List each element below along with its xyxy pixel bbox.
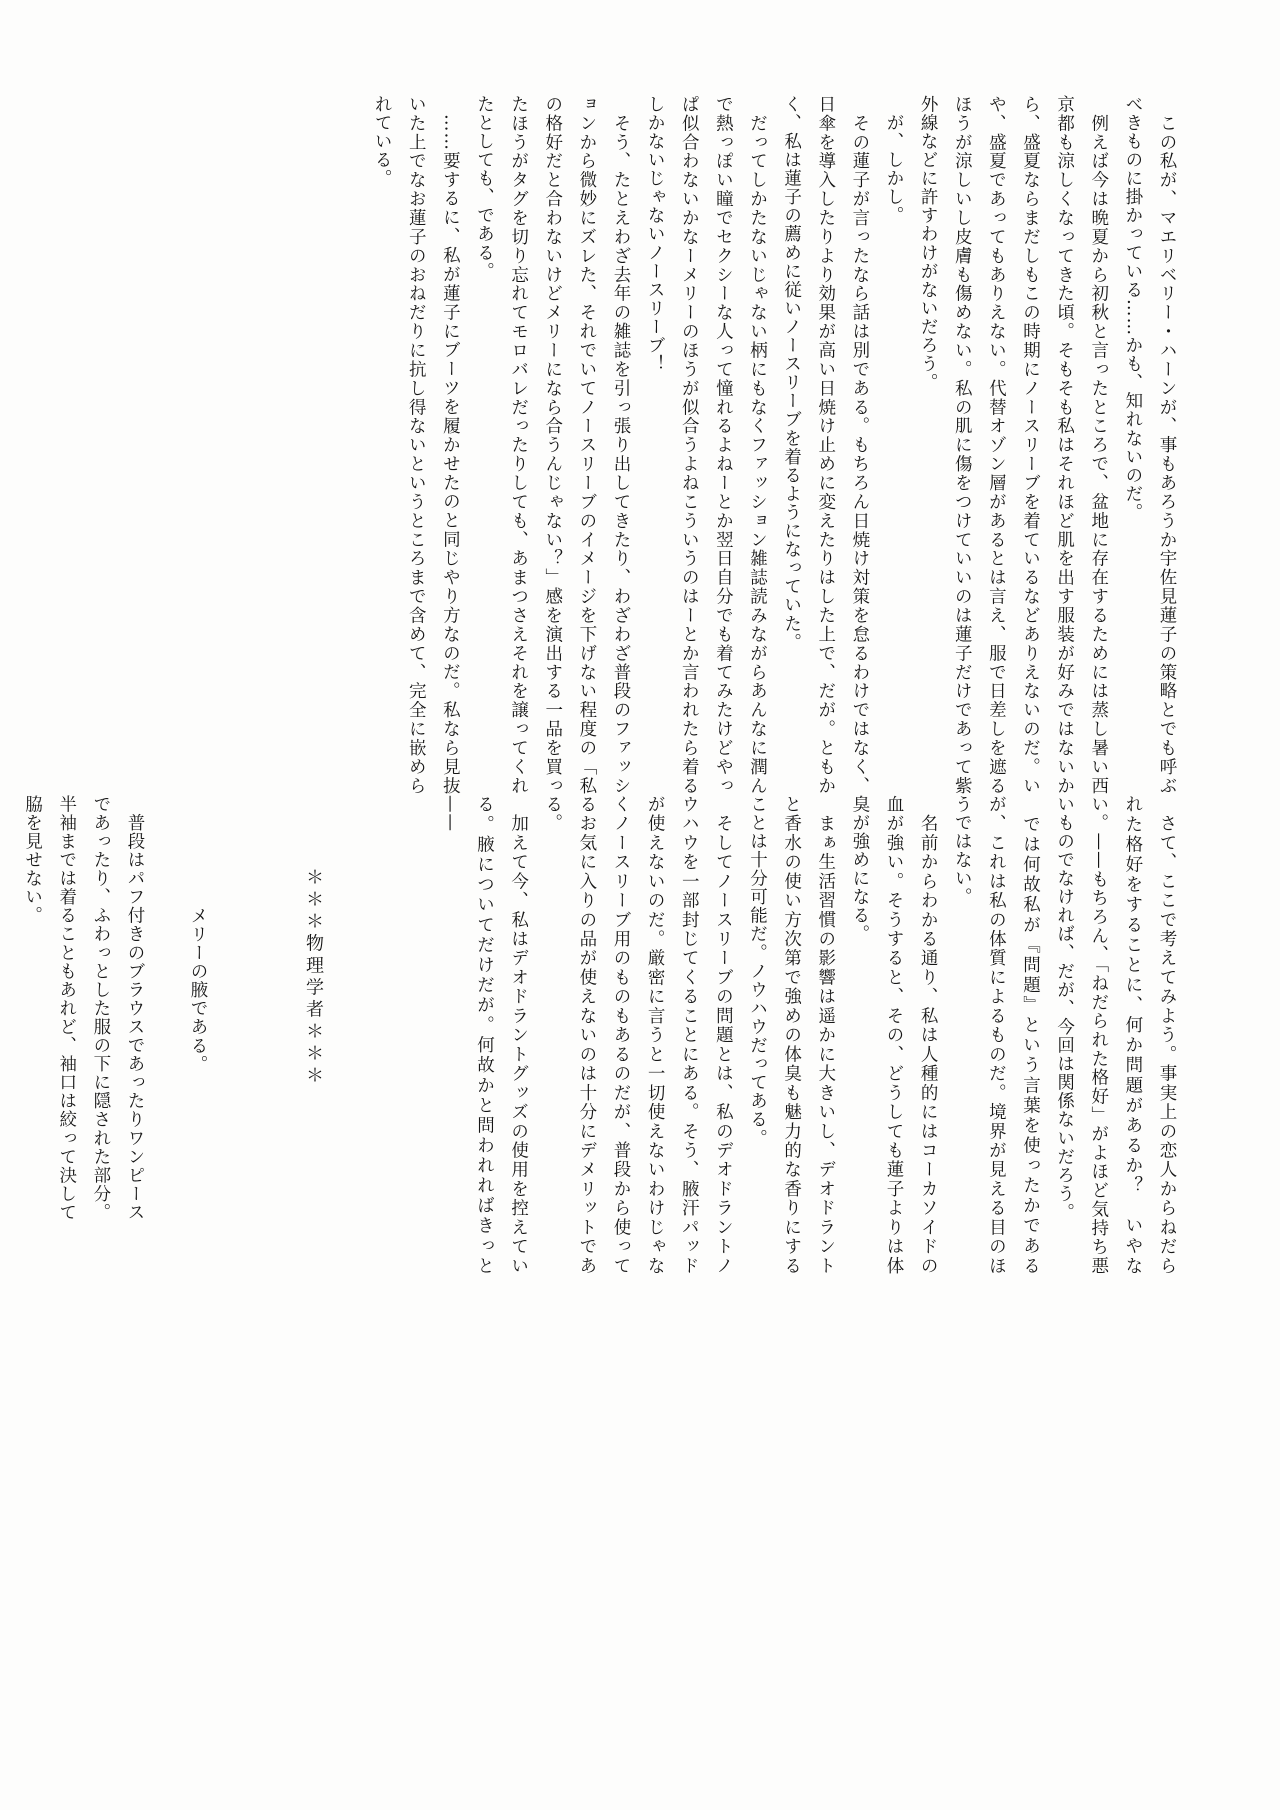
paragraph: メリーの腋である。 — [188, 888, 208, 1074]
paragraph: ……要するに、私が蓮子にブーツを履かせたのと同じやり方なのだ。私なら見抜いた上でなお蓮子のおねだりに抗し得ないというところまで含めて、完全に嵌められている。 — [372, 95, 461, 795]
body-text-tail — [181, 888, 215, 1288]
paragraph: では何故私が『問題』という言葉を使ったかであるが、これは私の体質によるものだ。境界が見える目のほうではない。 — [952, 795, 1041, 1275]
body-text-upper — [134, 95, 1184, 795]
paragraph: この私が、マエリベリー・ハーンが、事もあろうか宇佐見蓮子の策略とでも呼ぶべきものに掛かっている……かも、知れないのだ。 — [1122, 95, 1177, 795]
paragraph: さて、ここで考えてみよう。事実上の恋人からねだられた格好をすることに、何か問題があるか？ いやない。——もちろん、「ねだられた格好」がよほど気持ち悪いものでなければ、だが、今回は関係ないだろう。 — [1054, 795, 1177, 1275]
paragraph: 加えて今、私はデオドラントグッズの使用を控えている。腋についてだけだが。何故かと問われればきっと—— — [440, 795, 529, 1275]
paragraph: その蓮子が言ったなら話は別である。もちろん日焼け対策を怠るわけではなく、日傘を導入したりより効果が高い日焼け止めに変えたりはした上で、だが。ともかく、私は蓮子の薦めに従いノースリーブを着るようになっていた。 — [781, 95, 870, 795]
body-text-lower — [440, 795, 1184, 1275]
paragraph: 普段はパフ付きのブラウスであったりワンピースであったり、ふわっとした服の下に隠された部分。半袖までは着ることもあれど、袖口は絞って決して脇を見せない。 — [22, 795, 145, 1222]
section-heading: ＊＊＊物理学者＊＊＊ — [303, 868, 324, 1088]
paragraph: そしてノースリーブの問題とは、私のデオドラントノウハウを一部封じてくることにある。そう、腋汗パッドが使えないのだ。厳密に言うと一切使えないわけじゃなくノースリーブ用のものもあるのだが、普段から使ってるお気に入りの品が使えないのは十分にデメリットである。 — [542, 795, 734, 1275]
paragraph: まぁ生活習慣の影響は遥かに大きいし、デオドラントと香水の使い方次第で強めの体臭も魅力的な香りにすることは十分可能だ。ノウハウだってある。 — [747, 795, 836, 1275]
paragraph: そう、たとえわざ去年の雑誌を引っ張り出してきたり、わざわざ普段のファッションから微妙にズレた、それでいてノースリーブのイメージを下げない程度の「私の格好だと合わないけどメリーになら合うんじゃない？」感を演出する一品を買ったほうがタグを切り忘れてモロバレだったりしても、あまつさえそれを譲ってくれたとしても、である。 — [474, 95, 631, 795]
paragraph: だってしかたないじゃない柄にもなくファッション雑誌読みながらあんなに潤んで熱っぽい瞳でセクシーな人って憧れるよねーとか翌日自分でも着てみたけどやっぱ似合わないかなーメリーのほうが似合うよねこういうのはーとか言われたら着るしかないじゃないノースリーブ！ — [645, 95, 768, 795]
paragraph: 名前からわかる通り、私は人種的にはコーカソイドの血が強い。そうすると、その、どうしても蓮子よりは体臭が強めになる。 — [849, 795, 939, 1275]
paragraph: 例えば今は晩夏から初秋と言ったところで、盆地に存在するためには蒸し暑い西京都も涼しくなってきた頃。そもそも私はそれほど肌を出す服装が好みではないから、盛夏ならまだしもこの時期にノースリーブを着ているなどありえないのだ。いや、盛夏であってもありえない。代替オゾン層があるとは言え、服で日差しを遮るほうが涼しいし皮膚も傷めない。私の肌に傷をつけていいのは蓮子だけであって紫外線などに許すわけがないだろう。 — [918, 95, 1109, 795]
paragraph: が、しかし。 — [884, 95, 904, 225]
body-text-tail-2 — [16, 795, 153, 1235]
